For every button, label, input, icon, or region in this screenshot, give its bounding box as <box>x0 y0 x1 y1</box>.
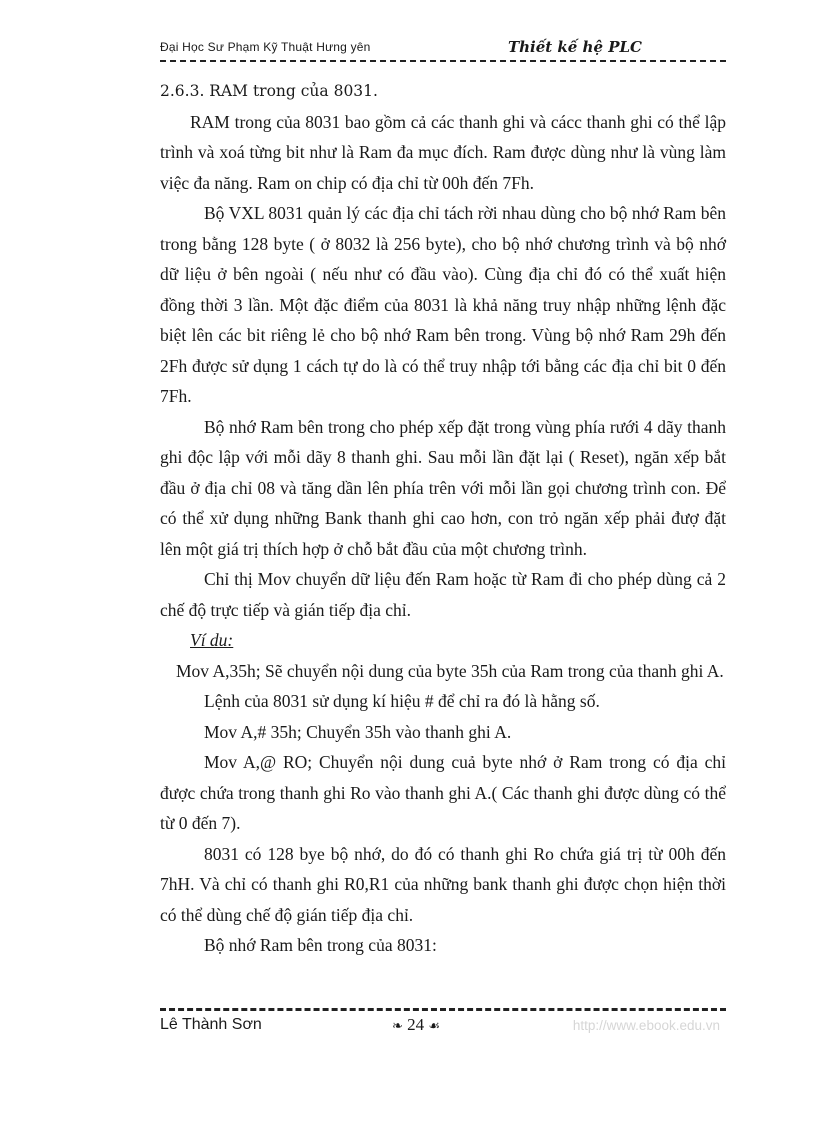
footer-url[interactable]: http://www.ebook.edu.vn <box>572 1018 720 1033</box>
ornament-left-icon: ❧ <box>392 1018 403 1033</box>
page-body <box>160 76 726 961</box>
paragraph: Chỉ thị Mov chuyển dữ liệu đến Ram hoặc từ Ram đi cho phép dùng cả 2 chế độ trực tiếp và gián tiếp địa chỉ. <box>160 569 726 620</box>
footer-divider <box>160 1008 726 1011</box>
example-label: Ví du: <box>190 630 234 650</box>
paragraph: Bộ nhớ Ram bên trong của 8031: <box>204 935 437 955</box>
paragraph: 8031 có 128 bye bộ nhớ, do đó có thanh ghi Ro chứa giá trị từ 00h đến 7hH. Và chỉ có thanh ghi R0,R1 của những bank thanh ghi được chọn hiện thời có thể dùng chế độ gián tiếp địa chỉ. <box>160 843 726 925</box>
header-title: Thiết kế hệ PLC <box>507 38 642 56</box>
page-number: 24 <box>407 1015 425 1034</box>
paragraph: RAM trong của 8031 bao gồm cả các thanh ghi và cácc thanh ghi có thể lập trình và xoá từng bit như là Ram đa mục đích. Ram được dùng như là vùng làm việc đa năng. Ram on chip có địa chỉ từ 00h đến 7Fh. <box>160 111 726 193</box>
paragraph: Bộ nhớ Ram bên trong cho phép xếp đặt trong vùng phía rưới 4 dãy thanh ghi độc lập với mỗi dãy 8 thanh ghi. Sau mỗi lần đặt lại ( Reset), ngăn xếp bắt đầu ở địa chỉ 08 và tăng dần lên phía trên với mỗi lần gọi chương trình con. Để có thể xử dụng những Bank thanh ghi cao hơn, con trỏ ngăn xếp phải đượ đặt lên một giá trị thích hợp ở chỗ bắt đầu của một chương trình. <box>160 416 726 559</box>
page-number-block <box>392 1015 440 1035</box>
example-line: Mov A,# 35h; Chuyển 35h vào thanh ghi A. <box>204 721 512 742</box>
page-header <box>160 38 726 60</box>
paragraph: Mov A,@ RO; Chuyển nội dung cuả byte nhớ ở Ram trong có địa chỉ được chứa trong thanh ghi Ro vào thanh ghi A.( Các thanh ghi được dùng có thể từ 0 đến 7). <box>160 752 726 833</box>
example-line: Mov A,35h; Sẽ chuyển nội dung của byte 35h của Ram trong của thanh ghi A. <box>176 660 724 681</box>
ornament-right-icon: ☙ <box>428 1018 441 1033</box>
header-institution: Đại Học Sư Phạm Kỹ Thuật Hưng yên <box>160 40 371 54</box>
page-footer <box>160 1015 726 1041</box>
header-divider <box>160 60 726 62</box>
section-title: 2.6.3. RAM trong của 8031. <box>160 82 378 100</box>
footer-author: Lê Thành Sơn <box>160 1016 262 1033</box>
example-line: Lệnh của 8031 sử dụng kí hiệu # để chỉ ra đó là hằng số. <box>204 691 600 711</box>
paragraph: Bộ VXL 8031 quản lý các địa chỉ tách rời nhau dùng cho bộ nhớ Ram bên trong bằng 128 byte ( ở 8032 là 256 byte), cho bộ nhớ chương trình và bộ nhớ dữ liệu ở bên ngoài ( nếu như có đầu vào). Cùng địa chỉ đó có thể xuất hiện đồng thời 3 lần. Một đặc điểm của 8031 là khả năng truy nhập những lệnh đặc biệt lên các bit riêng lẻ cho bộ nhớ Ram bên trong. Vùng bộ nhớ Ram 29h đến 2Fh được sử dụng 1 cách tự do là có thể truy nhập tới bằng các địa chỉ bit 0 đến 7Fh. <box>160 203 726 406</box>
